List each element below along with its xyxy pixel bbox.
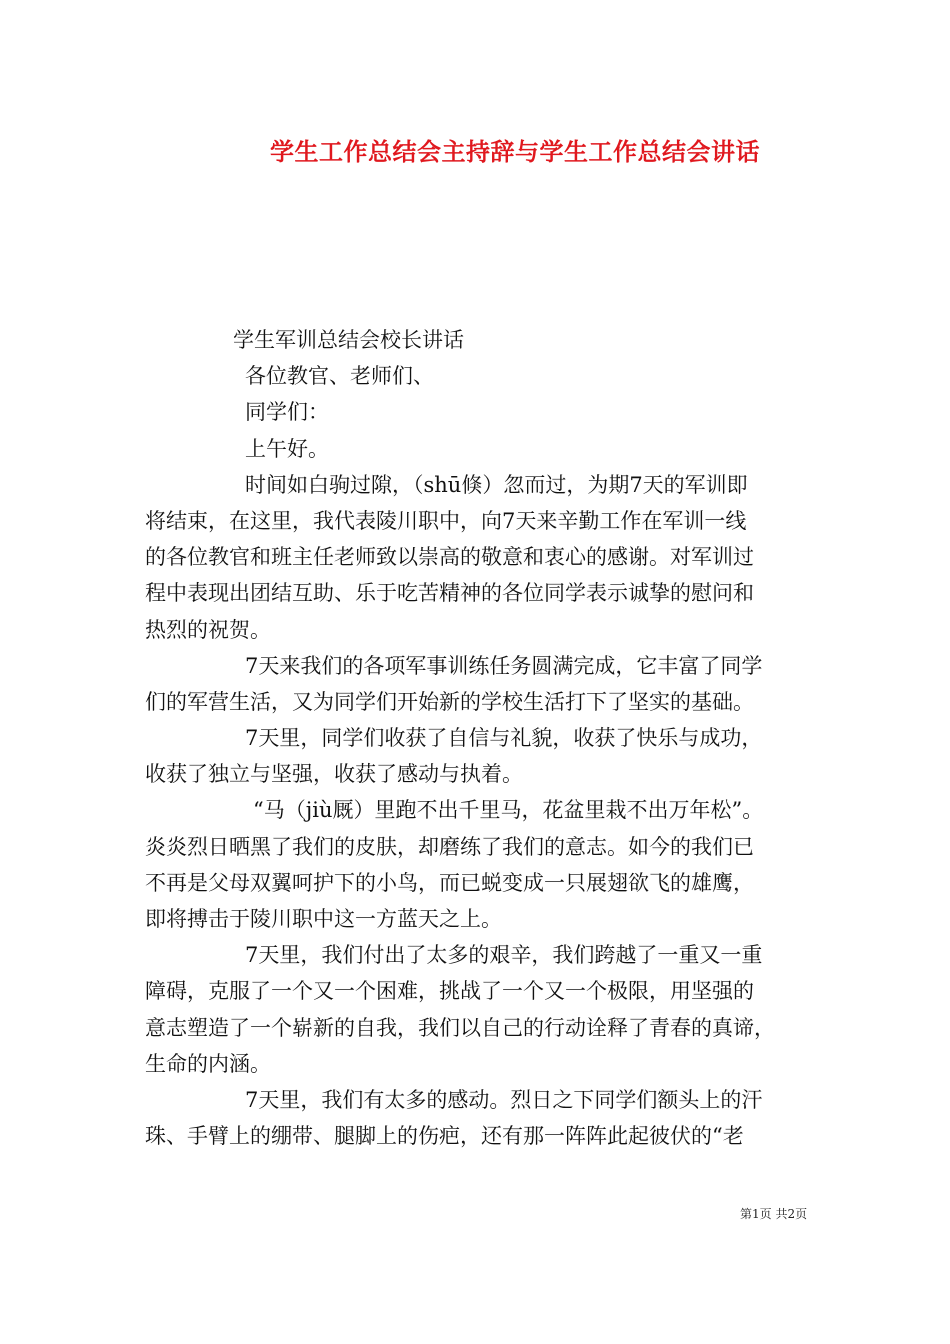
body-line: 同学们： — [245, 400, 329, 425]
body-line: 不再是父母双翼呵护下的小鸟，而已蜕变成一只展翅欲飞的雄鹰， — [145, 870, 754, 895]
body-line: 7天来我们的各项军事训练任务圆满完成，它丰富了同学 — [245, 653, 763, 678]
body-line: 7天里，我们付出了太多的艰辛，我们跨越了一重又一重 — [245, 943, 763, 968]
body-line: 程中表现出团结互助、乐于吃苦精神的各位同学表示诚挚的慰问和 — [145, 581, 754, 606]
body-line: 7天里，我们有太多的感动。烈日之下同学们额头上的汗 — [245, 1087, 763, 1112]
body-line: 障碍，克服了一个又一个困难，挑战了一个又一个极限，用坚强的 — [145, 979, 754, 1004]
body-line: 7天里，同学们收获了自信与礼貌，收获了快乐与成功， — [245, 726, 763, 751]
body-line: 的各位教官和班主任老师致以崇高的敬意和衷心的感谢。对军训过 — [145, 545, 754, 570]
body-line: 各位教官、老师们、 — [245, 364, 434, 389]
body-line: 意志塑造了一个崭新的自我，我们以自己的行动诠释了青春的真谛， — [145, 1015, 775, 1040]
body-line: 将结束，在这里，我代表陵川职中，向7天来辛勤工作在军训一线 — [145, 508, 747, 533]
body-line: 炎炎烈日晒黑了我们的皮肤，却磨练了我们的意志。如今的我们已 — [145, 834, 754, 859]
body-line: 即将搏击于陵川职中这一方蓝天之上。 — [145, 907, 502, 931]
page-footer: 第1页 共2页 — [740, 1207, 808, 1221]
body-line: 生命的内涵。 — [145, 1051, 271, 1076]
body-line: “马（jiù厩）里跑不出千里马，花盆里栽不出万年松”。 — [253, 798, 764, 823]
body-line: 收获了独立与坚强，收获了感动与执着。 — [145, 762, 523, 787]
document-title: 学生工作总结会主持辞与学生工作总结会讲话 — [270, 137, 760, 166]
body-line: 珠、手臂上的绷带、腿脚上的伤疤，还有那一阵阵此起彼伏的“老 — [145, 1124, 744, 1149]
body-line: 热烈的祝贺。 — [145, 617, 271, 642]
body-line: 们的军营生活，又为同学们开始新的学校生活打下了坚实的基础。 — [145, 689, 754, 714]
body-line: 上午好。 — [245, 436, 329, 461]
body-line: 时间如白驹过隙，（shū倏）忽而过，为期7天的军训即 — [245, 472, 748, 497]
document-body — [145, 322, 820, 1154]
body-line: 学生军训总结会校长讲话 — [233, 328, 464, 352]
